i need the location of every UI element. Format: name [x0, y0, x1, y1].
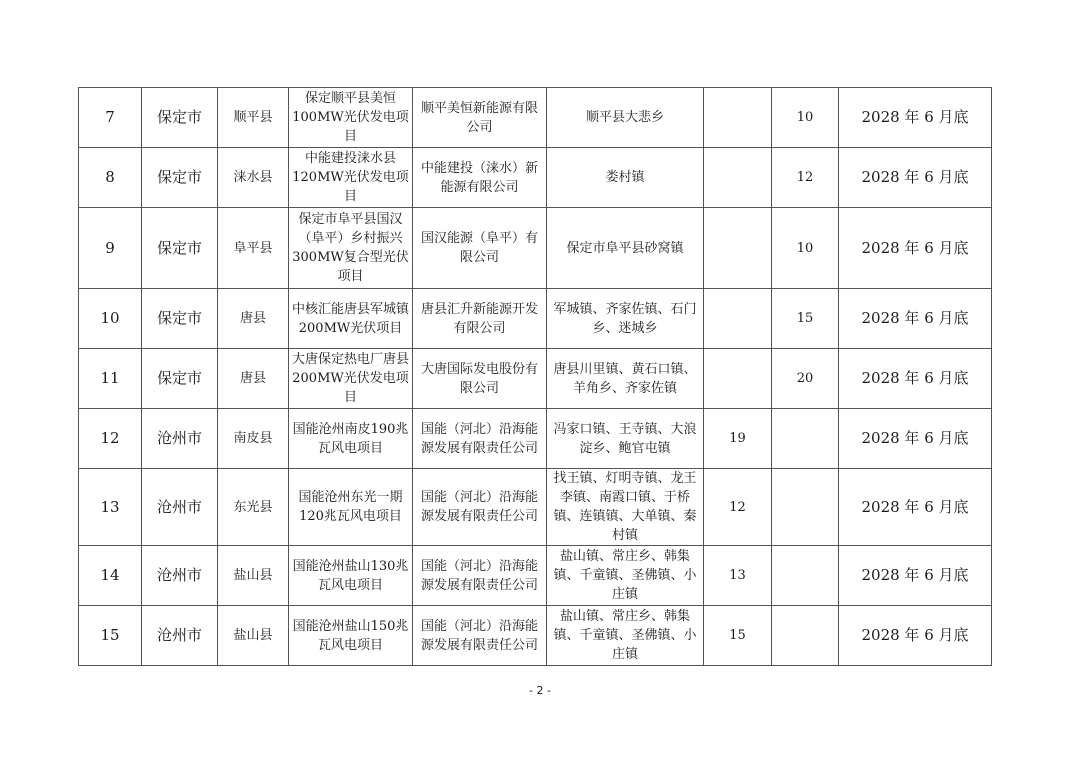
county-cell: 阜平县 — [218, 208, 289, 289]
company-cell: 国能（河北）沿海能源发展有限责任公司 — [413, 546, 547, 606]
company-cell: 国汉能源（阜平）有限公司 — [413, 208, 547, 289]
capacity-b-cell — [772, 409, 839, 469]
city-cell: 保定市 — [142, 208, 218, 289]
capacity-a-cell — [704, 148, 772, 208]
project-name-cell: 中核汇能唐县军城镇200MW光伏项目 — [289, 289, 413, 349]
capacity-a-cell — [704, 289, 772, 349]
company-cell: 国能（河北）沿海能源发展有限责任公司 — [413, 469, 547, 546]
project-name-cell: 中能建投涞水县120MW光伏发电项目 — [289, 148, 413, 208]
county-cell: 顺平县 — [218, 88, 289, 148]
table-row — [79, 409, 992, 469]
deadline-cell: 2028 年 6 月底 — [839, 289, 992, 349]
row-number-cell: 14 — [79, 546, 142, 606]
company-cell: 顺平美恒新能源有限公司 — [413, 88, 547, 148]
page-number: - 2 - — [529, 684, 551, 697]
deadline-cell: 2028 年 6 月底 — [839, 208, 992, 289]
capacity-b-cell — [772, 469, 839, 546]
deadline-cell: 2028 年 6 月底 — [839, 88, 992, 148]
table-row — [79, 469, 992, 546]
capacity-a-cell: 19 — [704, 409, 772, 469]
capacity-a-cell — [704, 88, 772, 148]
location-cell: 冯家口镇、王寺镇、大浪淀乡、鲍官屯镇 — [547, 409, 704, 469]
table-row — [79, 606, 992, 666]
row-number-cell: 9 — [79, 208, 142, 289]
capacity-b-cell — [772, 546, 839, 606]
table-row — [79, 349, 992, 409]
capacity-a-cell — [704, 208, 772, 289]
capacity-a-cell — [704, 349, 772, 409]
capacity-b-cell: 15 — [772, 289, 839, 349]
table-row — [79, 88, 992, 148]
project-name-cell: 国能沧州盐山150兆瓦风电项目 — [289, 606, 413, 666]
location-cell: 找王镇、灯明寺镇、龙王李镇、南霞口镇、于桥镇、连镇镇、大单镇、秦村镇 — [547, 469, 704, 546]
location-cell: 保定市阜平县砂窝镇 — [547, 208, 704, 289]
table-row — [79, 289, 992, 349]
deadline-cell: 2028 年 6 月底 — [839, 148, 992, 208]
capacity-b-cell — [772, 606, 839, 666]
county-cell: 唐县 — [218, 289, 289, 349]
location-cell: 盐山镇、常庄乡、韩集镇、千童镇、圣佛镇、小庄镇 — [547, 546, 704, 606]
project-name-cell: 国能沧州南皮190兆瓦风电项目 — [289, 409, 413, 469]
city-cell: 沧州市 — [142, 409, 218, 469]
table-row — [79, 148, 992, 208]
county-cell: 盐山县 — [218, 546, 289, 606]
project-table — [78, 87, 992, 666]
location-cell: 军城镇、齐家佐镇、石门乡、迷城乡 — [547, 289, 704, 349]
row-number-cell: 8 — [79, 148, 142, 208]
capacity-a-cell: 13 — [704, 546, 772, 606]
deadline-cell: 2028 年 6 月底 — [839, 349, 992, 409]
table-body — [79, 88, 992, 666]
capacity-b-cell: 10 — [772, 88, 839, 148]
project-name-cell: 保定顺平县美恒100MW光伏发电项目 — [289, 88, 413, 148]
deadline-cell: 2028 年 6 月底 — [839, 469, 992, 546]
location-cell: 顺平县大悲乡 — [547, 88, 704, 148]
project-name-cell: 大唐保定热电厂唐县200MW光伏发电项目 — [289, 349, 413, 409]
city-cell: 沧州市 — [142, 469, 218, 546]
county-cell: 南皮县 — [218, 409, 289, 469]
deadline-cell: 2028 年 6 月底 — [839, 606, 992, 666]
city-cell: 保定市 — [142, 289, 218, 349]
row-number-cell: 15 — [79, 606, 142, 666]
row-number-cell: 10 — [79, 289, 142, 349]
row-number-cell: 13 — [79, 469, 142, 546]
city-cell: 沧州市 — [142, 606, 218, 666]
county-cell: 东光县 — [218, 469, 289, 546]
capacity-a-cell: 12 — [704, 469, 772, 546]
company-cell: 国能（河北）沿海能源发展有限责任公司 — [413, 409, 547, 469]
capacity-a-cell: 15 — [704, 606, 772, 666]
company-cell: 中能建投（涞水）新能源有限公司 — [413, 148, 547, 208]
project-name-cell: 国能沧州东光一期120兆瓦风电项目 — [289, 469, 413, 546]
row-number-cell: 12 — [79, 409, 142, 469]
county-cell: 唐县 — [218, 349, 289, 409]
company-cell: 国能（河北）沿海能源发展有限责任公司 — [413, 606, 547, 666]
location-cell: 娄村镇 — [547, 148, 704, 208]
project-name-cell: 保定市阜平县国汉（阜平）乡村振兴300MW复合型光伏项目 — [289, 208, 413, 289]
location-cell: 唐县川里镇、黄石口镇、羊角乡、齐家佐镇 — [547, 349, 704, 409]
capacity-b-cell: 20 — [772, 349, 839, 409]
city-cell: 保定市 — [142, 88, 218, 148]
city-cell: 沧州市 — [142, 546, 218, 606]
city-cell: 保定市 — [142, 349, 218, 409]
capacity-b-cell: 12 — [772, 148, 839, 208]
company-cell: 大唐国际发电股份有限公司 — [413, 349, 547, 409]
deadline-cell: 2028 年 6 月底 — [839, 409, 992, 469]
table-row — [79, 546, 992, 606]
city-cell: 保定市 — [142, 148, 218, 208]
table-row — [79, 208, 992, 289]
capacity-b-cell: 10 — [772, 208, 839, 289]
row-number-cell: 7 — [79, 88, 142, 148]
deadline-cell: 2028 年 6 月底 — [839, 546, 992, 606]
county-cell: 盐山县 — [218, 606, 289, 666]
company-cell: 唐县汇升新能源开发有限公司 — [413, 289, 547, 349]
county-cell: 涞水县 — [218, 148, 289, 208]
location-cell: 盐山镇、常庄乡、韩集镇、千童镇、圣佛镇、小庄镇 — [547, 606, 704, 666]
project-name-cell: 国能沧州盐山130兆瓦风电项目 — [289, 546, 413, 606]
row-number-cell: 11 — [79, 349, 142, 409]
